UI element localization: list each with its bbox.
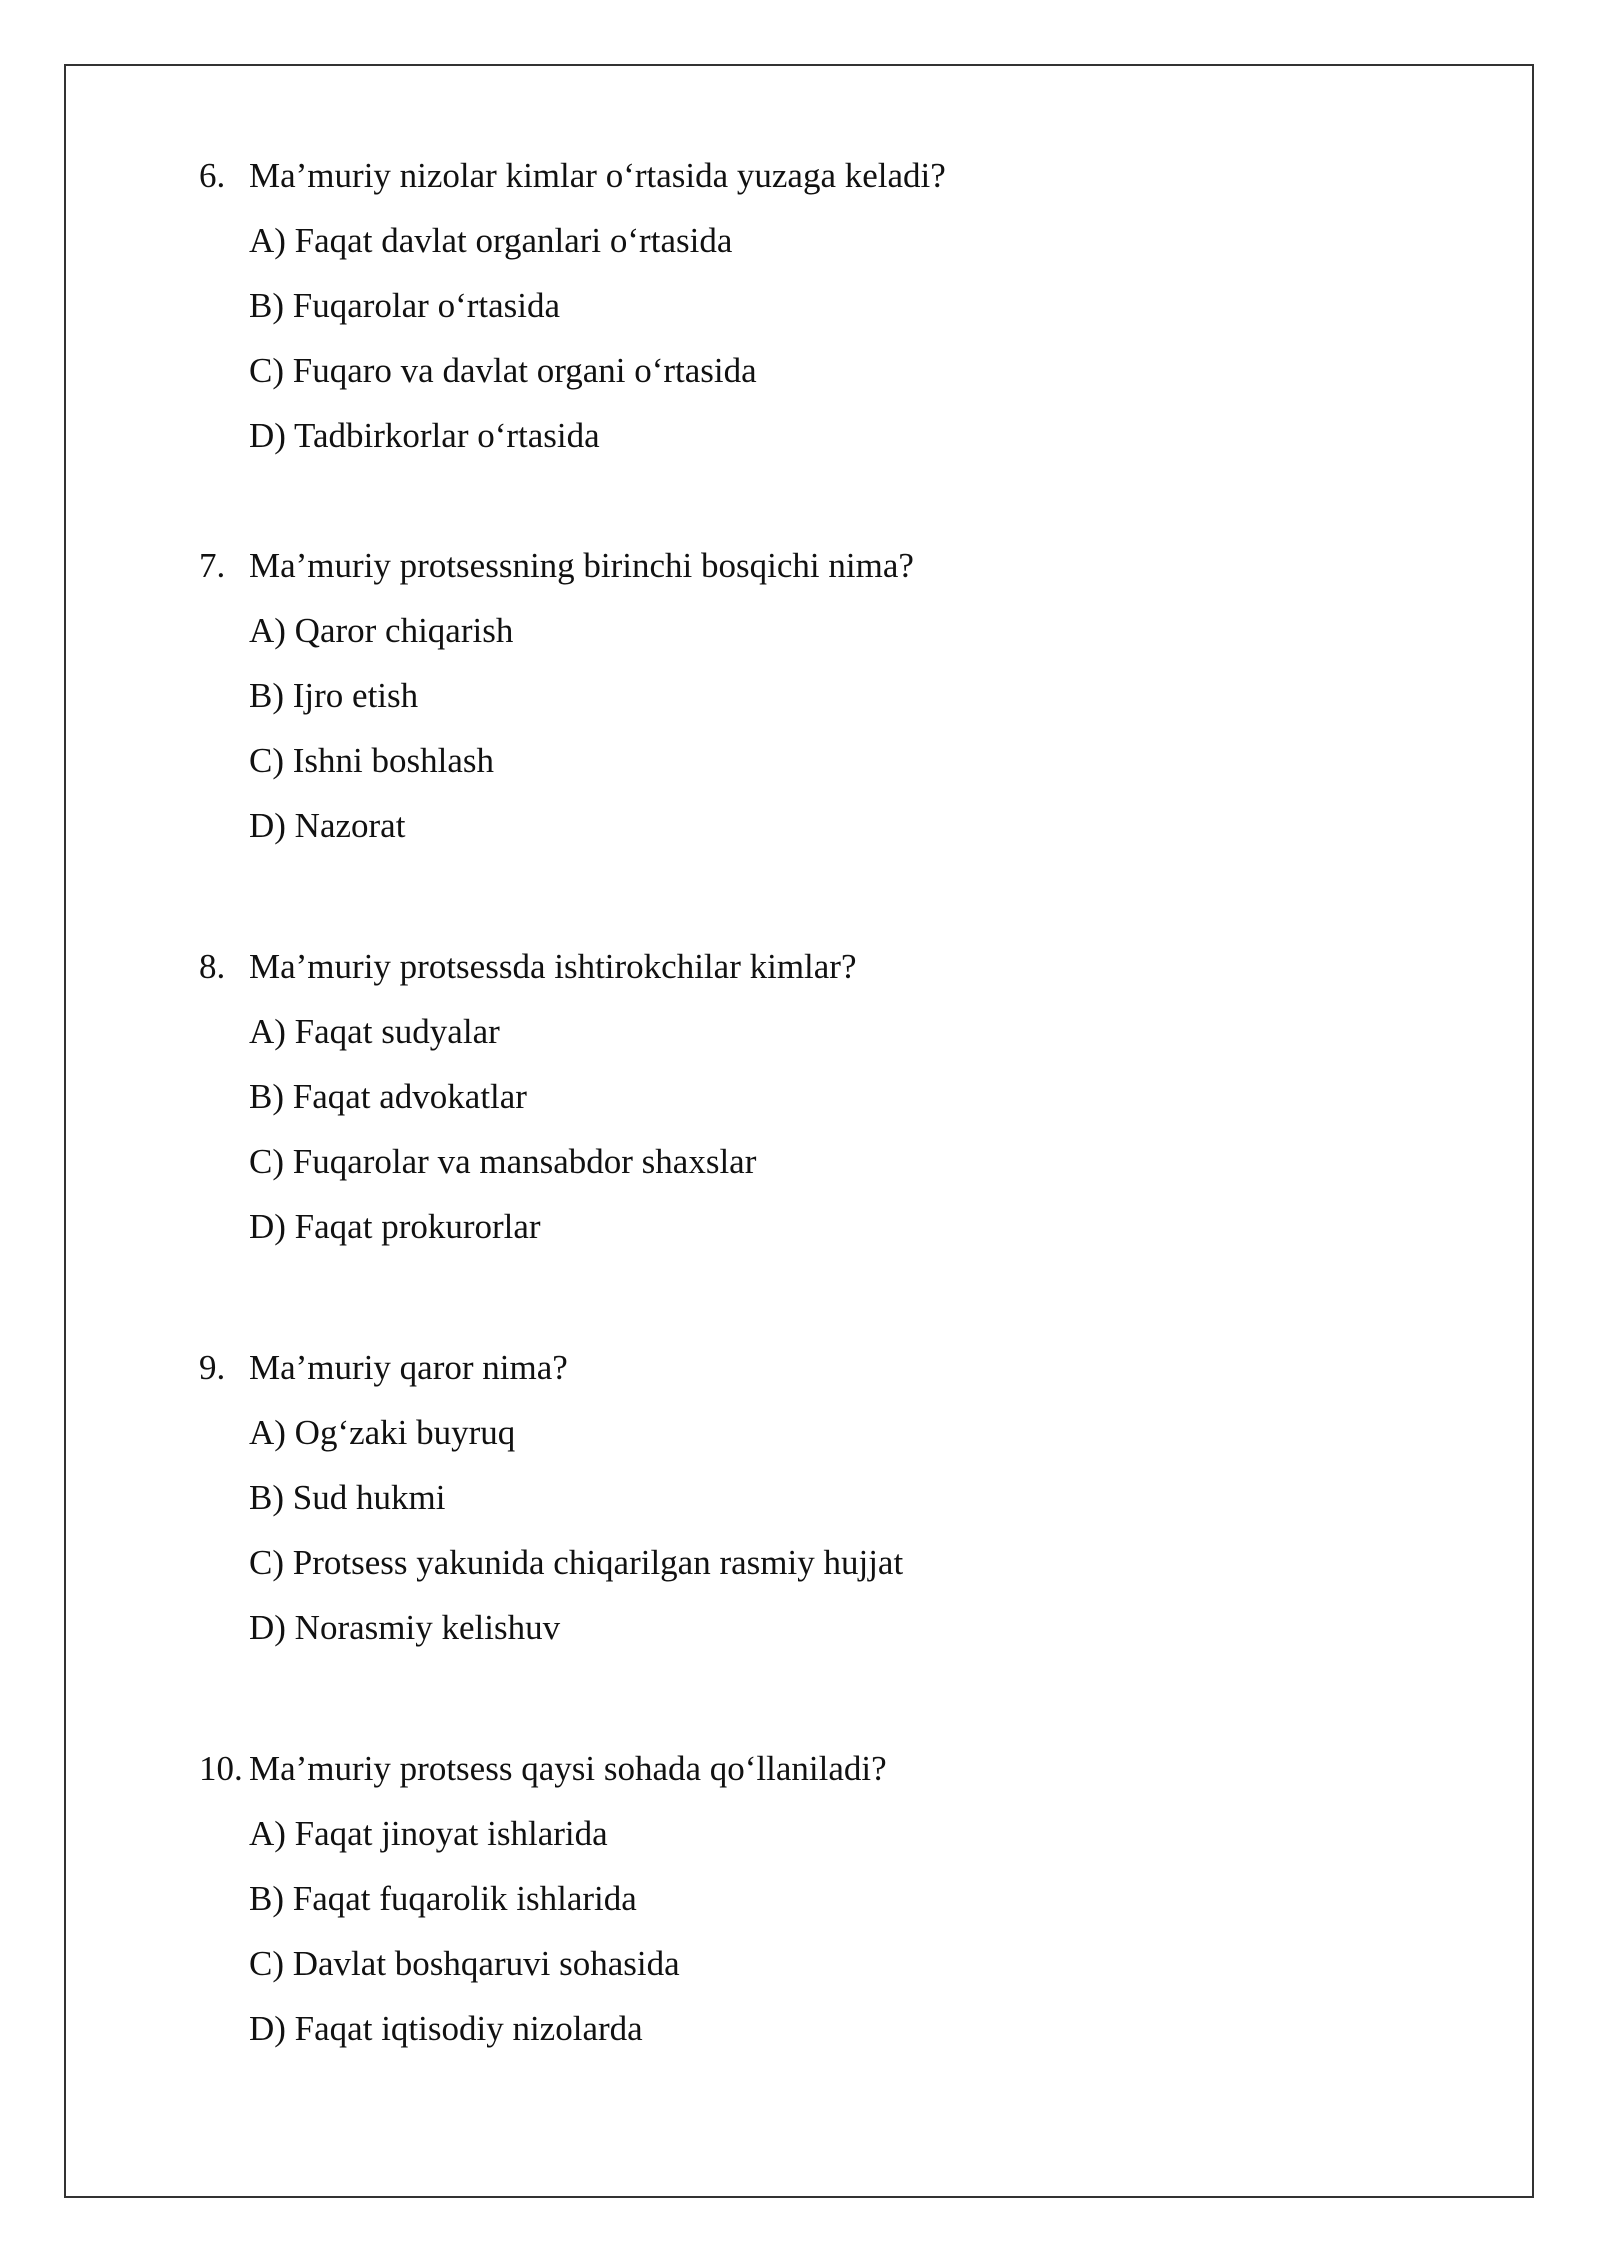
question-6 — [199, 143, 1399, 468]
option-b: B) Ijro etish — [249, 676, 419, 715]
question-line — [199, 934, 1399, 999]
option-d: D) Nazorat — [249, 806, 406, 845]
option-d: D) Faqat iqtisodiy nizolarda — [249, 2009, 643, 2048]
option-a: A) Og‘zaki buyruq — [249, 1413, 516, 1452]
question-text: Ma’muriy nizolar kimlar o‘rtasida yuzaga keladi? — [249, 156, 946, 195]
question-text: Ma’muriy protsessning birinchi bosqichi nima? — [249, 546, 914, 585]
option-b: B) Fuqarolar o‘rtasida — [249, 286, 561, 325]
question-text: Ma’muriy qaror nima? — [249, 1348, 568, 1387]
question-line — [199, 1335, 1399, 1400]
option-c: C) Protsess yakunida chiqarilgan rasmiy hujjat — [249, 1543, 904, 1582]
question-number: 10. — [199, 1749, 243, 1788]
option-d: D) Tadbirkorlar o‘rtasida — [249, 416, 600, 455]
question-text: Ma’muriy protsess qaysi sohada qo‘llaniladi? — [249, 1749, 887, 1788]
option-a: A) Faqat sudyalar — [249, 1012, 500, 1051]
option-b: B) Faqat fuqarolik ishlarida — [249, 1879, 637, 1918]
question-line — [199, 143, 1399, 208]
question-number: 8. — [199, 947, 226, 986]
question-8 — [199, 934, 1399, 1259]
question-text: Ma’muriy protsessda ishtirokchilar kimlar? — [249, 947, 857, 986]
question-number: 6. — [199, 156, 226, 195]
option-c: C) Fuqaro va davlat organi o‘rtasida — [249, 351, 757, 390]
question-line — [199, 1736, 1399, 1801]
option-a: A) Qaror chiqarish — [249, 611, 514, 650]
option-c: C) Fuqarolar va mansabdor shaxslar — [249, 1142, 757, 1181]
option-a: A) Faqat jinoyat ishlarida — [249, 1814, 608, 1853]
option-a: A) Faqat davlat organlari o‘rtasida — [249, 221, 733, 260]
question-number: 9. — [199, 1348, 226, 1387]
option-d: D) Norasmiy kelishuv — [249, 1608, 561, 1647]
option-d: D) Faqat prokurorlar — [249, 1207, 541, 1246]
question-10 — [199, 1736, 1399, 2061]
option-b: B) Sud hukmi — [249, 1478, 446, 1517]
question-7 — [199, 533, 1399, 858]
option-c: C) Ishni boshlash — [249, 741, 494, 780]
option-b: B) Faqat advokatlar — [249, 1077, 527, 1116]
question-9 — [199, 1335, 1399, 1660]
option-c: C) Davlat boshqaruvi sohasida — [249, 1944, 680, 1983]
question-line — [199, 533, 1399, 598]
question-number: 7. — [199, 546, 226, 585]
